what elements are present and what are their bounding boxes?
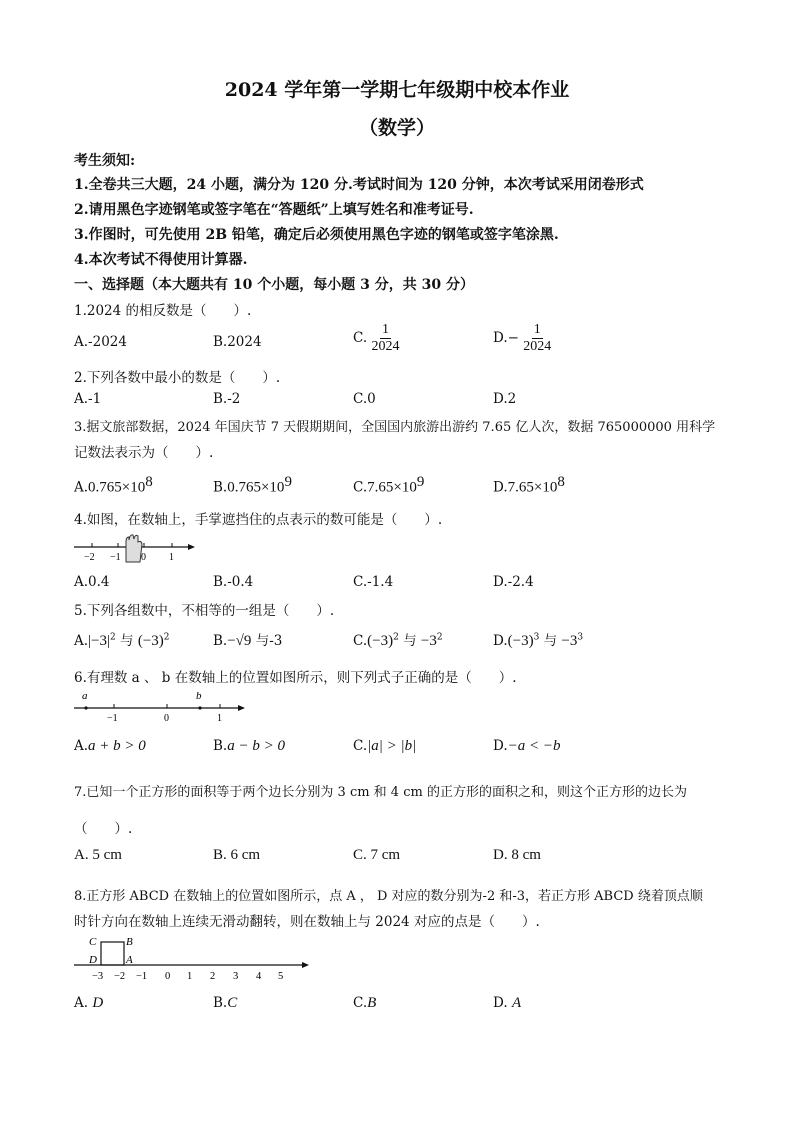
- q3-option-a: [74, 474, 153, 497]
- q5-c-prefix: C.: [353, 633, 368, 649]
- q6-option-a: [74, 738, 146, 755]
- q8-number-line: [70, 932, 315, 986]
- q8-label-neg3: −3: [92, 971, 104, 982]
- q7-option-a: A. 5 cm: [74, 847, 122, 863]
- subject-title: （数学）: [358, 117, 435, 139]
- q2-option-a: A.-1: [74, 391, 102, 407]
- q3-stem-line1: 3.据文旅部数据，2024 年国庆节 7 天假期期间，全国国内旅游出游约 7.65 亿人次，数据 765000000 用科学: [74, 420, 716, 435]
- q4-label-1: 1: [169, 552, 174, 563]
- q6-label-0: 0: [164, 713, 169, 724]
- q8-label-1: 1: [187, 971, 193, 982]
- q7-option-b: B. 6 cm: [213, 847, 261, 863]
- q3-c-exp: 9: [416, 474, 425, 490]
- q6-b-prefix: B.: [213, 738, 228, 754]
- q5-c-exp2: 2: [436, 632, 443, 643]
- q3-d-exp: 8: [557, 474, 565, 490]
- q8-option-b: [213, 995, 237, 1012]
- q2-option-d: D.2: [493, 391, 517, 407]
- q8-label-neg1: −1: [136, 971, 148, 982]
- q3-d-prefix: D.: [493, 479, 508, 496]
- q1-d-num: 1: [533, 322, 541, 337]
- q1-d-prefix: D.−: [493, 330, 519, 346]
- q5-d-mid: 与: [539, 633, 562, 649]
- q3-b-exp: 9: [284, 474, 292, 490]
- q8-b-prefix: B.: [213, 995, 228, 1011]
- q3-a-prefix: A.: [74, 479, 89, 496]
- q6-point-a: [84, 706, 87, 709]
- q1-d-den: 2024: [523, 339, 552, 354]
- q3-b-prefix: B.: [213, 479, 228, 496]
- q6-d-expr: −a < −b: [507, 738, 561, 754]
- q5-d-exp2: 3: [577, 632, 584, 643]
- q8-axis-arrow: [302, 962, 309, 968]
- q1-d-fraction: [523, 322, 551, 355]
- q5-b-expr: −√9: [227, 633, 252, 649]
- q6-label-b: b: [196, 690, 202, 702]
- q5-a-exp2: 2: [163, 632, 170, 643]
- q8-d-val: A: [511, 995, 522, 1011]
- q6-option-d: [493, 738, 561, 755]
- q6-axis-arrow: [238, 705, 245, 711]
- notice-item-3: 3.作图时，可先使用 2B 铅笔，确定后必须使用黑色字迹的钢笔或签字笔涂黑.: [74, 227, 559, 243]
- q8-label-0: 0: [165, 971, 171, 982]
- q5-b-mid: 与-3: [251, 633, 283, 649]
- q5-c-expr1: (−3): [367, 633, 394, 649]
- q4-stem: 4.如图，在数轴上，手掌遮挡住的点表示的数可能是（ ）.: [74, 512, 443, 528]
- q4-label-0: 0: [141, 552, 146, 563]
- q4-option-c: C.-1.4: [353, 574, 394, 590]
- q5-c-expr2: −3: [420, 633, 437, 649]
- q8-c-prefix: C.: [353, 995, 368, 1011]
- q6-b-expr: a − b > 0: [227, 738, 285, 754]
- q5-a-expr1: |−3|: [88, 633, 111, 649]
- q6-label-a: a: [82, 690, 88, 702]
- q8-label-neg2: −2: [114, 971, 126, 982]
- q5-option-a: [74, 629, 170, 650]
- q7-stem-line2: （ ）.: [74, 821, 133, 837]
- q5-b-prefix: B.: [213, 633, 228, 649]
- q6-label-neg1: −1: [107, 713, 118, 724]
- q5-option-d: [493, 629, 583, 650]
- q6-point-b: [198, 706, 201, 709]
- q6-a-prefix: A.: [74, 738, 89, 754]
- q1-c-num: 1: [381, 322, 389, 337]
- q8-d-prefix: D.: [493, 995, 508, 1011]
- q6-option-b: [213, 738, 285, 755]
- q1-option-c: [353, 322, 399, 355]
- q6-d-prefix: D.: [493, 738, 508, 754]
- q8-corner-d: D: [89, 954, 97, 966]
- q3-stem-line2: 记数法表示为（ ）.: [74, 445, 214, 461]
- q5-d-exp1: 3: [533, 632, 540, 643]
- q4-option-b: B.-0.4: [213, 574, 254, 590]
- q3-b-base: 0.765×10: [227, 479, 285, 496]
- q2-option-c: C.0: [353, 391, 376, 407]
- q3-c-prefix: C.: [353, 479, 368, 496]
- q3-option-d: [493, 474, 565, 497]
- q5-a-expr2: (−3): [137, 633, 164, 649]
- hand-icon: [126, 535, 142, 562]
- q6-label-1: 1: [217, 713, 222, 724]
- q3-d-base: 7.65×10: [507, 479, 558, 496]
- q5-option-c: [353, 629, 443, 650]
- q8-stem-line2: 时针方向在数轴上连续无滑动翻转，则在数轴上与 2024 对应的点是（ ）.: [74, 914, 540, 930]
- q5-d-expr1: (−3): [507, 633, 534, 649]
- q7-option-c: C. 7 cm: [353, 847, 401, 863]
- q5-d-expr2: −3: [561, 633, 578, 649]
- q1-option-b: B.2024: [213, 334, 262, 350]
- q8-corner-a: A: [126, 954, 133, 966]
- q6-a-expr: a + b > 0: [88, 738, 146, 754]
- q1-c-den: 2024: [371, 339, 400, 354]
- notice-item-2: 2.请用黑色字迹钢笔或签字笔在“答题纸”上填写姓名和准考证号.: [74, 202, 474, 218]
- q6-c-prefix: C.: [353, 738, 368, 754]
- q8-a-prefix: A.: [74, 995, 89, 1011]
- q3-a-base: 0.765×10: [88, 479, 146, 496]
- q3-option-c: [353, 474, 424, 497]
- q5-a-prefix: A.: [74, 633, 89, 649]
- q8-square: [101, 942, 124, 965]
- q5-a-exp1: 2: [110, 632, 116, 643]
- q2-stem: 2.下列各数中最小的数是（ ）.: [74, 370, 281, 386]
- q7-stem: 7.已知一个正方形的面积等于两个边长分别为 3 cm 和 4 cm 的正方形的面积之和，则这个正方形的边长为: [74, 785, 687, 800]
- q1-stem: 1.2024 的相反数是（ ）.: [74, 303, 252, 319]
- q4-option-a: A.0.4: [74, 574, 110, 590]
- q6-c-expr: |a| > |b|: [367, 738, 417, 754]
- q8-a-val: D: [92, 995, 104, 1011]
- q8-label-4: 4: [256, 971, 262, 982]
- notice-heading: 考生须知:: [74, 153, 136, 169]
- q4-option-d: D.-2.4: [493, 574, 534, 590]
- q8-c-val: B: [367, 995, 377, 1011]
- q1-c-fraction: [371, 322, 399, 355]
- q8-label-2: 2: [210, 971, 216, 982]
- q5-option-b: [213, 629, 282, 650]
- q4-number-line: [70, 532, 200, 566]
- q4-label-neg1: −1: [110, 552, 121, 563]
- notice-item-4: 4.本次考试不得使用计算器.: [74, 252, 248, 268]
- q5-d-prefix: D.: [493, 633, 508, 649]
- q8-option-a: [74, 995, 103, 1012]
- q8-stem-line1: 8.正方形 ABCD 在数轴上的位置如图所示，点 A ， D 对应的数分别为-2 和-3，若正方形 ABCD 绕着顶点顺: [74, 889, 703, 904]
- q8-label-3: 3: [233, 971, 239, 982]
- q1-option-d: [493, 322, 551, 355]
- q6-number-line: [70, 688, 250, 724]
- q3-c-base: 7.65×10: [367, 479, 417, 496]
- q5-c-exp1: 2: [393, 632, 399, 643]
- q8-b-val: C: [227, 995, 238, 1011]
- q3-option-b: [213, 474, 292, 497]
- q5-a-mid: 与: [115, 633, 138, 649]
- q3-a-exp: 8: [145, 474, 153, 490]
- q1-c-prefix: C.: [353, 330, 368, 346]
- q4-axis-arrow: [188, 544, 195, 550]
- q8-corner-b: B: [126, 936, 133, 948]
- section-heading: 一、选择题（本大题共有 10 个小题，每小题 3 分，共 30 分）: [74, 277, 474, 293]
- q8-option-c: [353, 995, 376, 1012]
- q2-option-b: B.-2: [213, 391, 241, 407]
- q1-option-a: A.-2024: [74, 334, 127, 350]
- q8-option-d: [493, 995, 521, 1012]
- notice-item-1: 1.全卷共三大题，24 小题，满分为 120 分.考试时间为 120 分钟，本次考试采用闭卷形式: [74, 177, 644, 193]
- q5-c-mid: 与: [398, 633, 421, 649]
- q8-corner-c: C: [89, 936, 97, 948]
- q8-label-5: 5: [278, 971, 284, 982]
- q6-stem: 6.有理数 a 、 b 在数轴上的位置如图所示，则下列式子正确的是（ ）.: [74, 670, 517, 686]
- q7-option-d: D. 8 cm: [493, 847, 541, 863]
- q5-stem: 5.下列各组数中，不相等的一组是（ ）.: [74, 603, 335, 619]
- page-title: 2024 学年第一学期七年级期中校本作业: [224, 79, 570, 101]
- q6-option-c: [353, 738, 416, 755]
- q4-label-neg2: −2: [84, 552, 95, 563]
